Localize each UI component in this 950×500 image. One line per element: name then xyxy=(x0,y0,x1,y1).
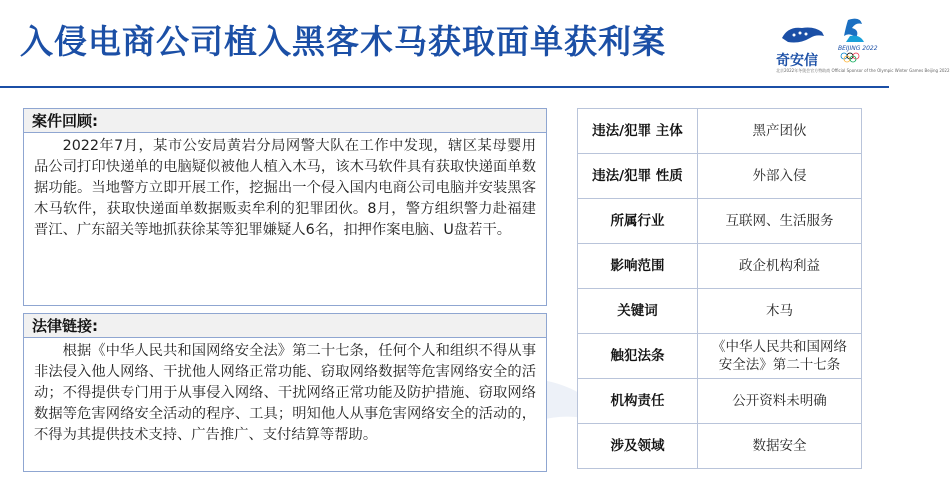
attribute-key: 关键词 xyxy=(578,289,698,334)
case-review-panel xyxy=(23,108,547,306)
legal-link-text: 根据《中华人民共和国网络安全法》第二十七条，任何个人和组织不得从事非法侵入他人网络、干扰他人网络正常功能、窃取网络数据等危害网络安全的活动；不得提供专门用于从事侵入网络、干扰网络正常功能及防护措施、窃取网络数据等危害网络安全活动的程序、工具；明知他人从事危害网络安全的活动的，不得为其提供技术支持、广告推广、支付结算等帮助。 xyxy=(34,343,536,443)
legal-link-panel xyxy=(23,313,547,472)
case-review-heading: 案件回顾: xyxy=(24,109,546,133)
attribute-key: 触犯法条 xyxy=(578,334,698,379)
attribute-key: 违法/犯罪 主体 xyxy=(578,109,698,154)
attribute-key: 涉及领域 xyxy=(578,424,698,469)
attribute-value: 政企机构利益 xyxy=(698,244,862,289)
olympic-text: BEIJING 2022 xyxy=(838,45,878,52)
case-review-text: 2022年7月，某市公安局黄岩分局网警大队在工作中发现，辖区某母婴用品公司打印快递单的电脑疑似被他人植入木马，该木马软件具有获取快递面单数据功能。当地警方立即开展工作，挖掘出一个侵入国内电商公司电脑并安装黑客木马软件，获取快递面单数据贩卖牟利的犯罪团伙。8月，警方组织警力赴福建晋江、广东韶关等地抓获徐某等犯罪嫌疑人6名，扣押作案电脑、U盘若干。 xyxy=(34,138,536,238)
table-row xyxy=(578,244,862,289)
attribute-value: 公开资料未明确 xyxy=(698,379,862,424)
beijing-2022-emblem-icon xyxy=(830,14,878,62)
table-row xyxy=(578,199,862,244)
attribute-value: 互联网、生活服务 xyxy=(698,199,862,244)
table-row xyxy=(578,154,862,199)
table-row xyxy=(578,109,862,154)
sponsor-logo xyxy=(770,12,950,80)
attribute-value: 《中华人民共和国网络安全法》第二十七条 xyxy=(698,334,862,379)
table-row xyxy=(578,424,862,469)
table-row xyxy=(578,334,862,379)
logo-fine-print: 北京2022年冬奥会官方赞助商 Official Sponsor of the Olympic Winter Games Beijing 2022 xyxy=(776,68,950,73)
attribute-value: 木马 xyxy=(698,289,862,334)
attribute-value: 黑产团伙 xyxy=(698,109,862,154)
attribute-key: 所属行业 xyxy=(578,199,698,244)
logo-brand-text: 奇安信 xyxy=(776,53,818,69)
legal-link-heading: 法律链接: xyxy=(24,314,546,338)
page-title: 入侵电商公司植入黑客木马获取面单获利案 xyxy=(20,22,666,61)
table-row xyxy=(578,289,862,334)
table-row xyxy=(578,379,862,424)
header-divider xyxy=(0,86,889,88)
attribute-key: 影响范围 xyxy=(578,244,698,289)
attribute-value: 外部入侵 xyxy=(698,154,862,199)
attribute-key: 机构责任 xyxy=(578,379,698,424)
case-attributes-table xyxy=(577,108,862,469)
attribute-value: 数据安全 xyxy=(698,424,862,469)
attribute-key: 违法/犯罪 性质 xyxy=(578,154,698,199)
leopard-logo-icon xyxy=(780,20,826,48)
